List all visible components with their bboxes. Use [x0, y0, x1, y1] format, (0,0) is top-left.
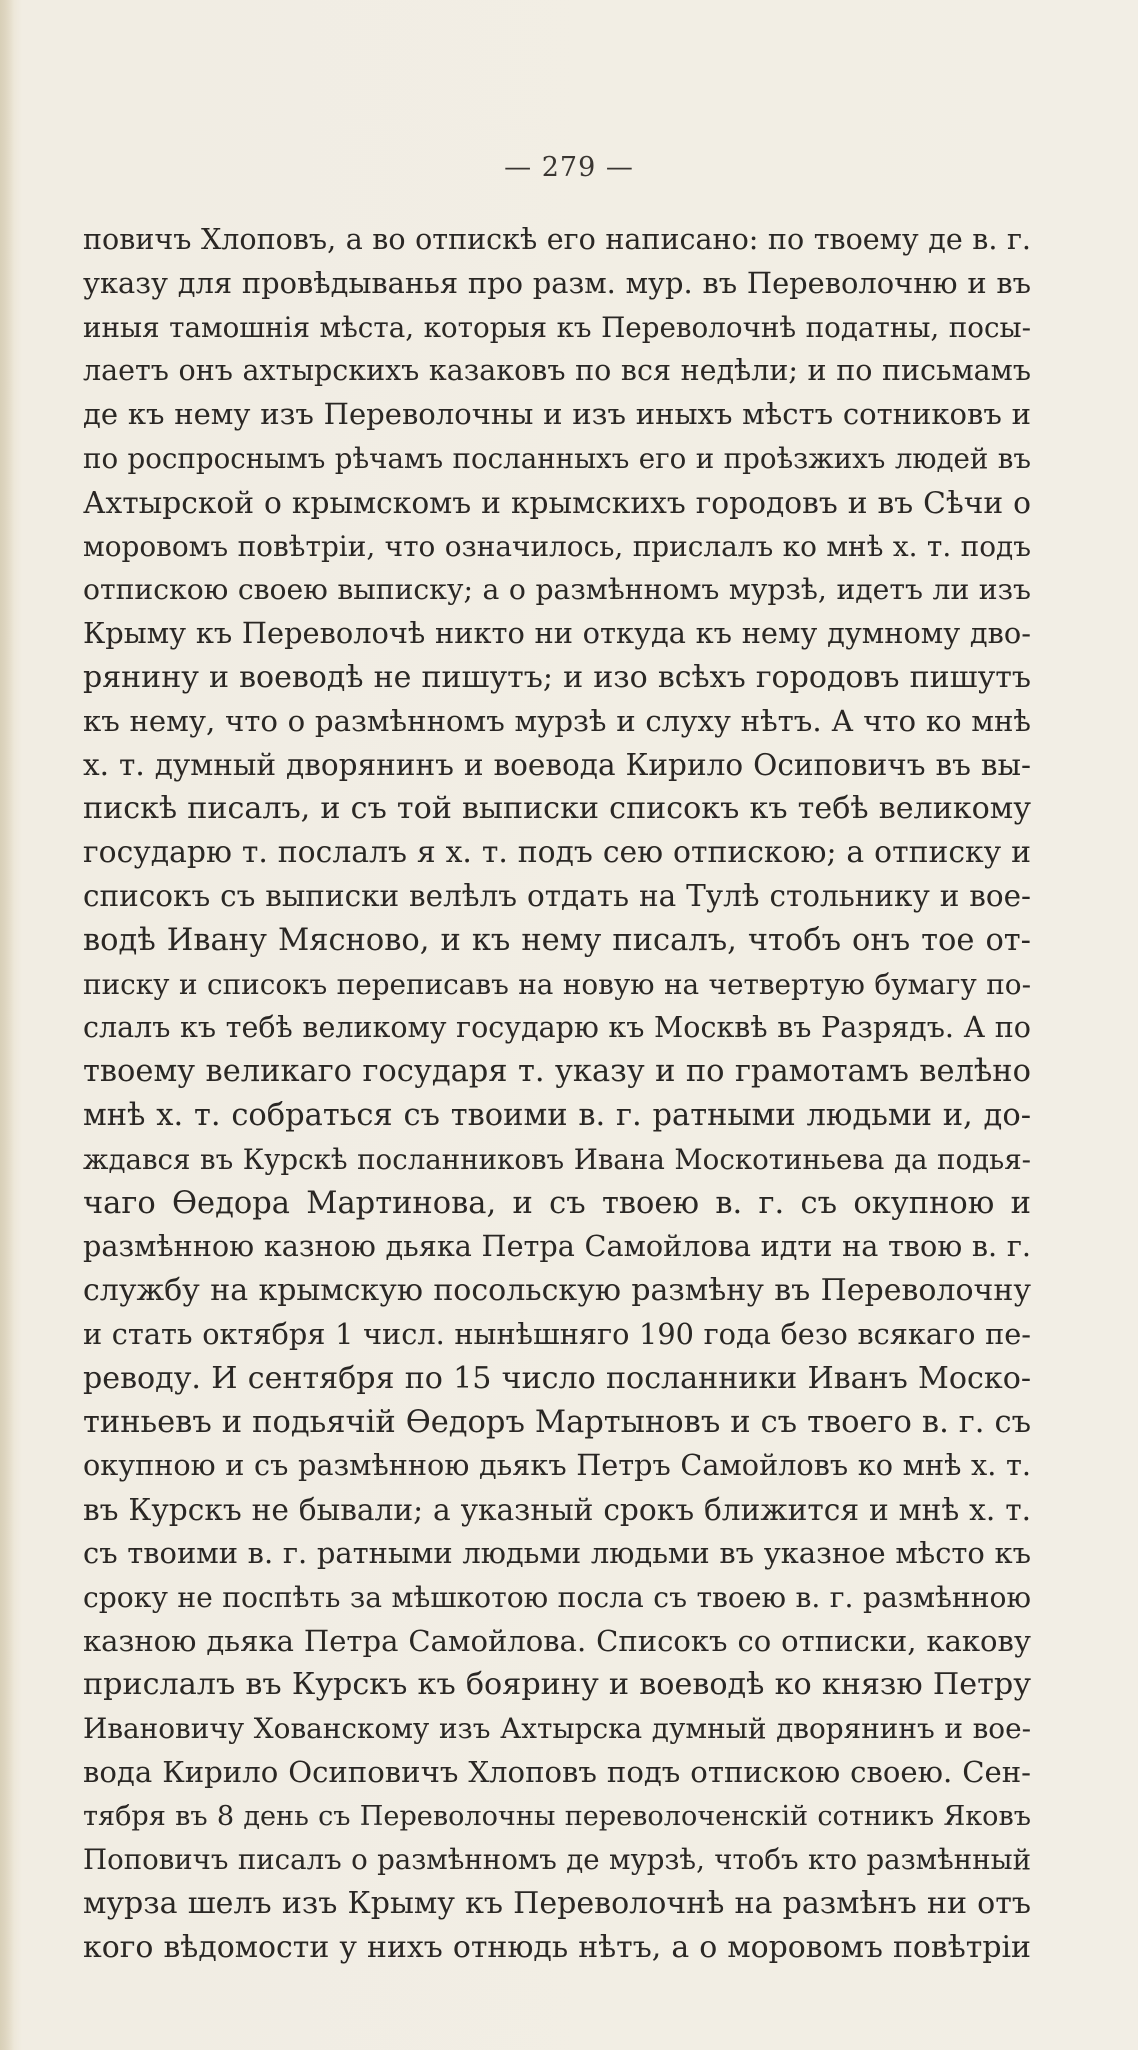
text-line: мурза шелъ изъ Крыму къ Переволочнѣ на размѣнъ ни отъ — [83, 1886, 1031, 1922]
text-line: сроку не поспѣть за мѣшкотою посла съ твоею в. г. размѣнною — [83, 1580, 1031, 1614]
text-line: по роспроснымъ рѣчамъ посланныхъ его и проѣзжихъ людей въ — [83, 441, 1031, 475]
text-line: мнѣ х. т. собраться съ твоими в. г. ратными людьми и, до- — [83, 1097, 1031, 1133]
text-line: тября въ 8 день съ Переволочны переволоченскій сотникъ Яковъ — [83, 1800, 1031, 1832]
text-line: съ твоими в. г. ратными людьми людьми въ указное мѣсто къ — [83, 1535, 1031, 1570]
text-line: къ нему, что о размѣнномъ мурзѣ и слуху нѣтъ. А что ко мнѣ — [83, 703, 1031, 738]
text-line: Ивановичу Хованскому изъ Ахтырска думный дворянинъ и вое- — [83, 1712, 1031, 1746]
text-line: моровомъ повѣтріи, что означилось, прислалъ ко мнѣ х. т. подъ — [83, 529, 1031, 563]
text-line: тиньевъ и подьячій Өедоръ Мартыновъ и съ твоего в. г. съ — [83, 1404, 1031, 1440]
page-number: — 279 — — [504, 152, 634, 183]
text-line: водѣ Ивану Мясново, и къ нему писалъ, чтобъ онъ тое от- — [83, 922, 1031, 958]
text-line: Поповичъ писалъ о размѣнномъ де мурзѣ, чтобъ кто размѣнный — [83, 1843, 1031, 1877]
text-line: въ Курскъ не бывали; а указный срокъ ближится и мнѣ х. т. — [83, 1492, 1031, 1528]
text-line: размѣнною казною дьяка Петра Самойлова идти на твою в. г. — [83, 1229, 1031, 1264]
text-line: лаетъ онъ ахтырскихъ казаковъ по вся недѣли; и по письмамъ — [83, 354, 1031, 388]
text-line: чаго Өедора Мартинова, и съ твоею в. г. съ окупною и — [83, 1185, 1031, 1221]
text-line: пискѣ писалъ, и съ той выписки списокъ къ тебѣ великому — [83, 791, 1031, 827]
text-line: указу для провѣдыванья про разм. мур. въ Переволочню и въ — [83, 265, 1031, 300]
text-line: твоему великаго государя т. указу и по грамотамъ велѣно — [83, 1054, 1031, 1090]
text-line: вода Кирило Осиповичъ Хлоповъ подъ отпискою своею. Сен- — [83, 1754, 1031, 1789]
text-line: и стать октября 1 числ. нынѣшняго 190 года безо всякаго пе- — [83, 1316, 1031, 1351]
text-line: иныя тамошнія мѣста, которыя къ Переволочнѣ податны, посы- — [83, 310, 1031, 344]
text-line: списокъ съ выписки велѣлъ отдать на Тулѣ стольнику и вое- — [83, 878, 1031, 913]
text-line: кого вѣдомости у нихъ отнюдь нѣтъ, а о моровомъ повѣтріи — [83, 1930, 1031, 1966]
text-line: окупною и съ размѣнною дьякъ Петръ Самойловъ ко мнѣ х. т. — [83, 1448, 1031, 1483]
text-line: рянину и воеводѣ не пишутъ; и изо всѣхъ городовъ пишутъ — [83, 659, 1031, 695]
text-line: слалъ къ тебѣ великому государю къ Москвѣ въ Разрядъ. А по — [83, 1010, 1031, 1045]
text-line: казною дьяка Петра Самойлова. Списокъ со отписки, какову — [83, 1623, 1031, 1658]
text-line: службу на крымскую посольскую размѣну въ Переволочну — [83, 1273, 1031, 1309]
text-line: государю т. послалъ я х. т. подъ сею отпискою; а отписку и — [83, 835, 1031, 871]
text-line: х. т. думный дворянинъ и воевода Кирило Осиповичъ въ вы- — [83, 747, 1031, 782]
text-line: реводу. И сентября по 15 число посланники Иванъ Моско- — [83, 1360, 1031, 1396]
spine-shadow — [0, 0, 14, 2050]
text-line: прислалъ въ Курскъ къ боярину и воеводѣ ко князю Петру — [83, 1667, 1031, 1703]
body-text — [83, 218, 1031, 1970]
text-line: повичъ Хлоповъ, а во отпискѣ его написано: по твоему де в. г. — [83, 222, 1031, 256]
text-line: отпискою своею выписку; а о размѣнномъ мурзѣ, идетъ ли изъ — [83, 573, 1031, 607]
text-line: де къ нему изъ Переволочны и изъ иныхъ мѣстъ сотниковъ и — [83, 397, 1031, 432]
text-line: Ахтырской о крымскомъ и крымскихъ городовъ и въ Сѣчи о — [83, 484, 1031, 520]
text-line: Крыму къ Переволочѣ никто ни откуда къ нему думному дво- — [83, 616, 1031, 651]
text-line: ждався въ Курскѣ посланниковъ Ивана Москотиньева да подья- — [83, 1142, 1031, 1176]
text-line: писку и списокъ переписавъ на новую на четвертую бумагу по- — [83, 967, 1031, 1001]
